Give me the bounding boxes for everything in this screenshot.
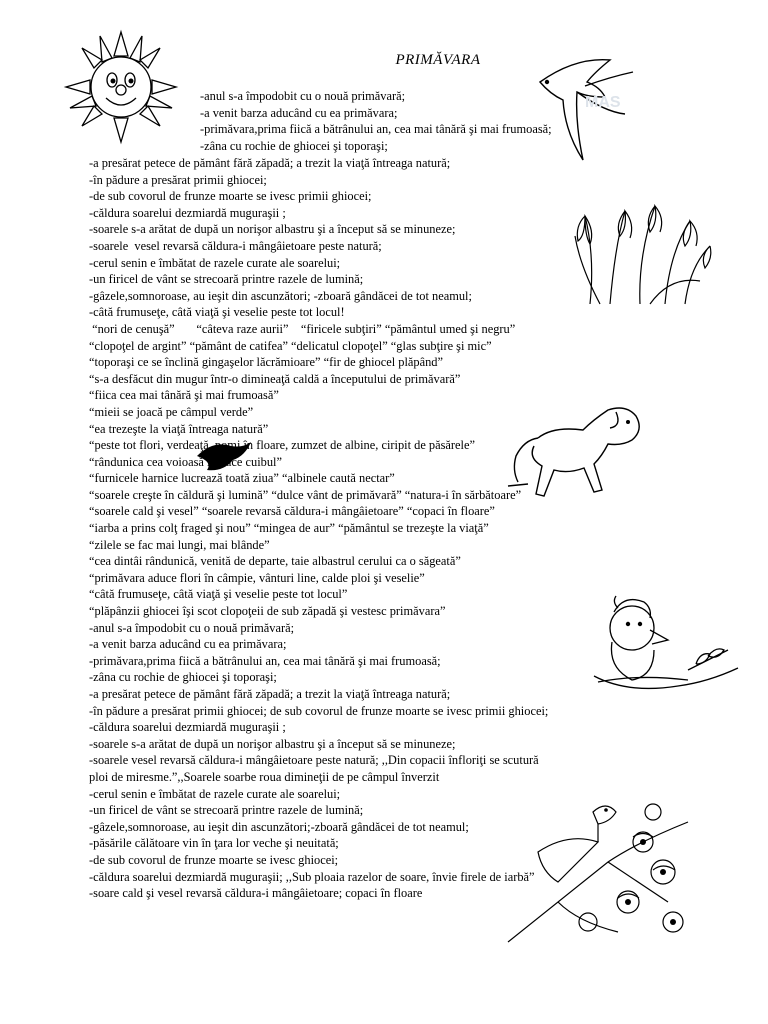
text-line: -un firicel de vânt se strecoară printre razele de lumină; bbox=[89, 803, 364, 818]
sun-drawing bbox=[62, 28, 180, 146]
text-line: “rândunica cea voioasă îşi face cuibul” bbox=[89, 454, 282, 469]
text-line: -căldura soarelui dezmiardă muguraşii; ,,Sub ploaia razelor de soare, învie firele de iarbă” bbox=[89, 869, 535, 884]
text-line: -a presărat petece de pământ fără zăpadă; a trezit la viaţă întreaga natură; bbox=[89, 156, 451, 170]
text-line: ploi de miresme.”,,Soarele soarbe roua dimineţii de pe câmpul înverzit bbox=[89, 769, 440, 784]
text-line: -gâzele,somnoroase, au ieşit din ascunzători;-zboară gândăcei de tot neamul; bbox=[89, 819, 469, 834]
intro-lines bbox=[200, 88, 552, 154]
text-line: -a venit barza aducând cu ea primăvara; bbox=[89, 637, 287, 652]
text-line: -soarele s-a arătat de după un norişor albastru şi a început să se minuneze; bbox=[89, 222, 456, 237]
snowdrops-drawing bbox=[570, 196, 720, 306]
text-line: -zâna cu rochie de ghiocei şi toporaşi; bbox=[200, 138, 388, 153]
text-line: -soarele vesel revarsă căldura-i mângâietoare peste natură; ,,Din copacii înfloriţi se scutură bbox=[89, 753, 539, 768]
text-line: “peste tot flori, verdeaţă, pomi în floare, zumzet de albine, ciripit de păsărele” bbox=[89, 438, 476, 453]
text-line: -soarele vesel revarsă căldura-i mângâietoare peste natură; bbox=[89, 238, 382, 253]
text-line: “zilele se fac mai lungi, mai blânde” bbox=[89, 537, 270, 552]
text-line: -de sub covorul de frunze moarte se ivesc ghiocei; bbox=[89, 852, 339, 867]
text-line: “furnicele harnice lucrează toată ziua” “albinele caută nectar” bbox=[89, 471, 395, 486]
chick-in-nest-drawing bbox=[588, 590, 748, 698]
text-line: “nori de cenuşă” “câteva raze aurii” “firicele subţiri” “pământul umed şi negru” bbox=[89, 321, 516, 336]
text-line: -căldura soarelui dezmiardă muguraşii ; bbox=[89, 720, 286, 735]
text-line: -a venit barza aducând cu ea primăvara; bbox=[200, 105, 398, 120]
text-line: “iarba a prins colţ fraged şi nou” “mingea de aur” “pământul se trezeşte la viaţă” bbox=[89, 521, 489, 536]
text-line: -soarele s-a arătat de după un norişor albastru şi a început să se minuneze; bbox=[89, 736, 456, 751]
text-line: -căldura soarelui dezmiardă muguraşii ; bbox=[89, 205, 286, 220]
text-line: -în pădure a presărat primii ghiocei; bbox=[89, 172, 267, 187]
text-line: -în pădure a presărat primii ghiocei; de sub covorul de frunze moarte se ivesc primii ghiocei; bbox=[89, 703, 549, 718]
text-line: “plăpânzii ghiocei îşi scot clopoţeii de sub zăpadă şi vestesc primăvara” bbox=[89, 604, 446, 619]
page-title: PRIMĂVARA bbox=[395, 52, 481, 68]
text-line: “ea trezeşte la viaţă întreaga natură” bbox=[89, 421, 269, 436]
text-line: “clopoţel de argint” “pământ de catifea” “delicatul clopoţel” “glas subţire şi mic” bbox=[89, 338, 492, 353]
text-line: -primăvara,prima fiică a bătrânului an, cea mai tânără şi mai frumoasă; bbox=[200, 122, 552, 137]
text-line: -anul s-a împodobit cu o nouă primăvară; bbox=[89, 620, 295, 635]
text-line: -cerul senin e îmbătat de razele curate ale soarelui; bbox=[89, 786, 341, 801]
text-line: -de sub covorul de frunze moarte se ivesc primii ghiocei; bbox=[89, 189, 372, 204]
text-line: -cerul senin e îmbătat de razele curate ale soarelui; bbox=[89, 255, 341, 270]
text-line: -anul s-a împodobit cu o nouă primăvară; bbox=[200, 89, 406, 103]
text-line: -un firicel de vânt se strecoară printre razele de lumină; bbox=[89, 272, 364, 287]
text-line: “s-a desfăcut din mugur într-o dimineaţă caldă a începutului de primăvară” bbox=[89, 371, 461, 386]
text-line: -a presărat petece de pământ fără zăpadă; a trezit la viaţă întreaga natură; bbox=[89, 687, 451, 701]
text-line: -păsările călătoare vin în ţara lor veche şi neuitată; bbox=[89, 836, 339, 851]
text-line: “mieii se joacă pe câmpul verde” bbox=[89, 404, 254, 419]
text-line: “toporaşi ce se înclină gingaşelor lăcrămioare” “fir de ghiocel plăpând” bbox=[89, 355, 443, 370]
text-line: “câtă frumuseţe, câtă viaţă şi veselie peste tot locul” bbox=[89, 587, 348, 602]
text-line: -câtă frumuseţe, câtă viaţă şi veselie peste tot locul! bbox=[89, 305, 345, 320]
main-lines bbox=[89, 155, 548, 902]
text-line: -gâzele,somnoroase, au ieşit din ascunzători; -zboară gândăcei de tot neamul; bbox=[89, 288, 472, 303]
text-line: “soarele creşte în căldură şi lumină” “dulce vânt de primăvară” “natura-i în sărbătoare” bbox=[89, 487, 522, 502]
text-line: “fiica cea mai tânără şi mai frumoasă” bbox=[89, 388, 279, 403]
text-line: “primăvara aduce flori în câmpie, vânturi line, calde ploi şi veselie” bbox=[89, 570, 425, 585]
watermark-text: MAS bbox=[585, 94, 621, 111]
text-line: -soare cald şi vesel revarsă căldura-i mângâietoare; copaci în floare bbox=[89, 886, 423, 901]
text-line: -primăvara,prima fiică a bătrânului an, cea mai tânără şi mai frumoasă; bbox=[89, 653, 441, 668]
text-line: -zâna cu rochie de ghiocei şi toporaşi; bbox=[89, 670, 277, 685]
text-line: “cea dintâi rândunică, venită de departe, taie albastrul cerului ca o săgeată” bbox=[89, 554, 461, 569]
text-line: “soarele cald şi vesel” “soarele revarsă căldura-i mângâietoare” “copaci în floare” bbox=[89, 504, 495, 519]
